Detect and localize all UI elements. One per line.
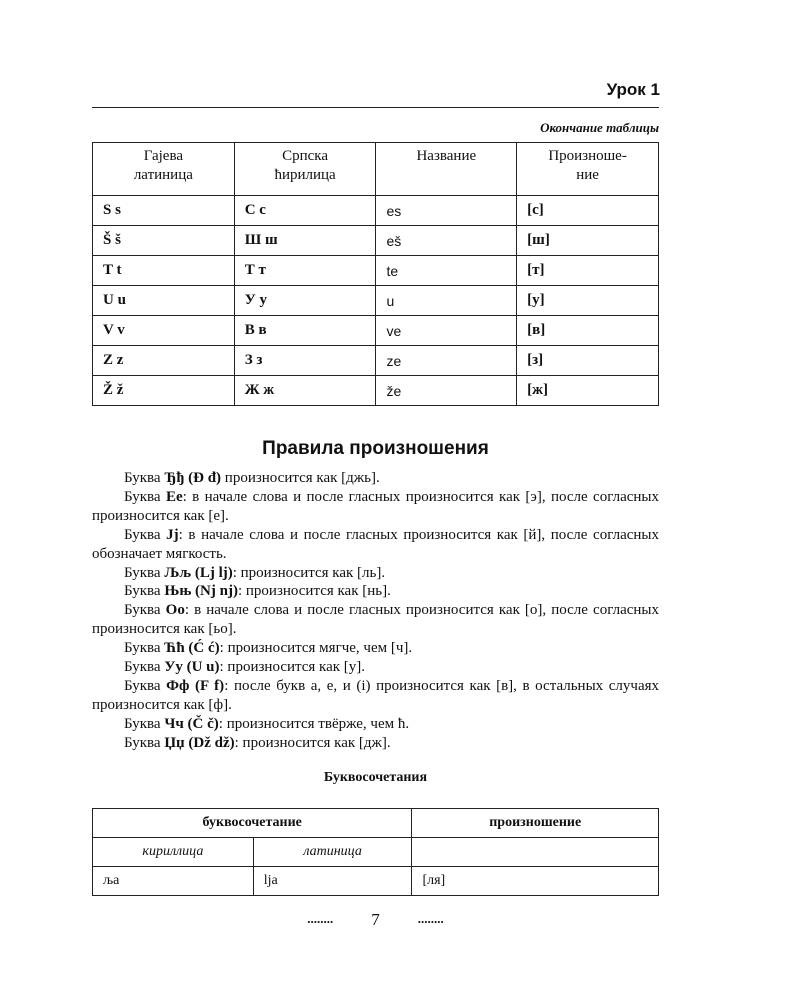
name-cell: že	[376, 376, 517, 406]
cyrillic-cell: Т т	[234, 256, 376, 286]
latin-cell: U u	[93, 286, 235, 316]
page-number: 7	[371, 910, 380, 929]
cyrillic-cell: В в	[234, 316, 376, 346]
latin-cell: Ž ž	[93, 376, 235, 406]
subheader-latin: латиница	[253, 838, 412, 867]
letter-label: Оо	[165, 602, 185, 619]
rule-paragraph: Буква Уу (U u): произносится как [у].	[124, 659, 366, 676]
cyrillic-cell: Ж ж	[234, 376, 376, 406]
col-header-combination: буквосочетание	[93, 809, 412, 838]
cyrillic-cell: З з	[234, 346, 376, 376]
alphabet-table-header	[93, 143, 659, 196]
page-footer	[0, 910, 751, 930]
latin-cell: Š š	[93, 226, 235, 256]
col-header-cyrillic: Српска ћирилица	[234, 143, 376, 196]
combinations-header-row	[93, 809, 659, 838]
letter-label: Љљ (Lj lj)	[164, 564, 233, 581]
table-continuation-caption: Окончание таблицы	[540, 120, 659, 135]
cyrillic-cell: С с	[234, 196, 376, 226]
pronunciation-cell: [з]	[517, 346, 659, 376]
footer-dots-right: ........	[417, 911, 444, 926]
latin-cell: T t	[93, 256, 235, 286]
header-divider	[92, 107, 659, 108]
table-row	[93, 376, 659, 406]
pronunciation-cell: [ж]	[517, 376, 659, 406]
letter-label: Ђђ (Đ đ)	[164, 470, 222, 486]
combinations-subheader-row	[93, 838, 659, 867]
latin-cell: Z z	[93, 346, 235, 376]
name-cell: ze	[376, 346, 517, 376]
pronunciation-cell: [ля]	[412, 867, 659, 896]
col-header-latin: Гајева латиница	[93, 143, 235, 196]
rule-paragraph: Буква Њњ (Nj nj): произносится как [нь].	[124, 583, 391, 600]
table-row	[93, 316, 659, 346]
rules-list	[92, 469, 659, 753]
letter-label: Фф (F f)	[166, 677, 225, 694]
cyrillic-cell: Ш ш	[234, 226, 376, 256]
letter-label: Уу (U u)	[164, 659, 220, 676]
name-cell: ve	[376, 316, 517, 346]
letter-label: Џџ (Dž dž)	[164, 734, 235, 751]
cyrillic-cell: ља	[93, 867, 254, 896]
alphabet-table	[92, 142, 659, 406]
col-header-pronunciation: Произноше- ние	[517, 143, 659, 196]
table-row	[93, 226, 659, 256]
rule-paragraph: Буква Џџ (Dž dž): произносится как [дж].	[124, 734, 391, 751]
latin-cell: V v	[93, 316, 235, 346]
lesson-title: Урок 1	[606, 80, 660, 99]
col-header-pronunciation: произношение	[412, 809, 659, 838]
letter-label: Jj	[166, 526, 179, 543]
table-row	[93, 256, 659, 286]
combinations-heading: Буквосочетания	[323, 770, 428, 785]
letter-label: Чч (Č č)	[164, 715, 219, 732]
latin-cell: lja	[253, 867, 412, 896]
table-row	[93, 196, 659, 226]
pronunciation-cell: [с]	[517, 196, 659, 226]
table-row	[93, 346, 659, 376]
rule-paragraph: Буква Ђђ (Đ đ) произносится как [джь].	[124, 470, 380, 486]
rules-heading: Правила произношения	[262, 438, 489, 459]
latin-cell: S s	[93, 196, 235, 226]
combinations-table	[92, 808, 659, 896]
rule-paragraph: Буква Чч (Č č): произносится твёрже, чем ћ.	[124, 715, 410, 732]
name-cell: es	[376, 196, 517, 226]
rule-paragraph: Буква Ее: в начале слова и после гласных произносится как [э], после согласных произносится как [е].	[92, 488, 659, 524]
name-cell: eš	[376, 226, 517, 256]
rule-paragraph: Буква Оо: в начале слова и после гласных произносится как [о], после согласных произносится как [ьо].	[92, 602, 659, 638]
table-row	[93, 286, 659, 316]
pronunciation-cell: [у]	[517, 286, 659, 316]
empty-cell	[412, 838, 659, 867]
letter-label: Ее	[165, 488, 183, 505]
footer-dots-left: ........	[307, 911, 334, 926]
name-cell: te	[376, 256, 517, 286]
cyrillic-cell: У у	[234, 286, 376, 316]
pronunciation-cell: [в]	[517, 316, 659, 346]
col-header-name: Название	[376, 143, 517, 196]
pronunciation-cell: [т]	[517, 256, 659, 286]
rule-paragraph: Буква Jj: в начале слова и после гласных произносится как [й], после согласных обозначает мягкость.	[92, 526, 659, 562]
rule-paragraph: Буква Љљ (Lj lj): произносится как [ль].	[124, 564, 386, 581]
rule-paragraph: Буква Фф (F f): после букв a, e, и (i) произносится как [в], в остальных случаях произносится как [ф].	[92, 677, 659, 713]
rule-paragraph: Буква Ћћ (Ć ć): произносится мягче, чем [ч].	[124, 640, 413, 657]
pronunciation-cell: [ш]	[517, 226, 659, 256]
name-cell: u	[376, 286, 517, 316]
letter-label: Ћћ (Ć ć)	[164, 640, 220, 657]
letter-label: Њњ (Nj nj)	[164, 583, 238, 600]
subheader-cyrillic: кириллица	[93, 838, 254, 867]
table-row	[93, 867, 659, 896]
